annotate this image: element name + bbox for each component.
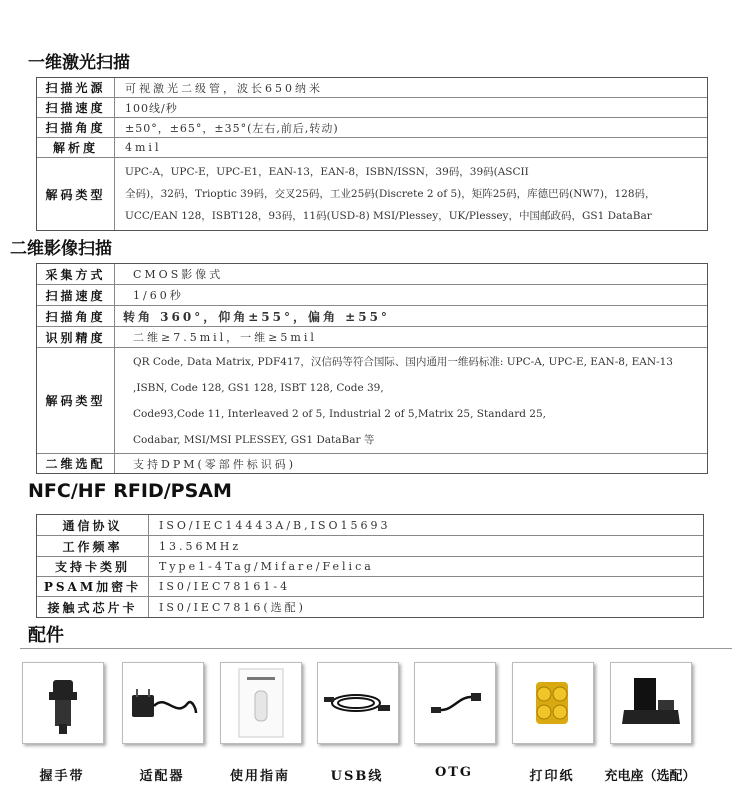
table-row <box>37 306 707 327</box>
row-label: 识别精度 <box>37 327 115 347</box>
table-row <box>37 158 707 230</box>
accessory-user-guide <box>220 662 302 744</box>
hand-strap-icon <box>33 668 93 738</box>
row-value: ±50°，±65°，±35°(左右,前后,转动) <box>125 121 339 135</box>
row-value: 4mil <box>125 141 162 154</box>
accessory-charging-dock <box>610 662 692 744</box>
table-row <box>37 118 707 138</box>
row-label: 二维选配 <box>37 454 115 473</box>
decode-line: Code93,Code 11, Interleaved 2 of 5, Industrial 2 of 5,Matrix 25, Standard 25, <box>133 407 546 420</box>
accessory-label: 适配器 <box>139 769 185 784</box>
row-label: PSAM加密卡 <box>37 577 149 596</box>
row-value: 转角 360°，仰角±55°，偏角 ±55° <box>123 309 390 324</box>
row-value: 13.56MHz <box>159 539 242 553</box>
table-row <box>37 454 707 473</box>
row-value: Type1-4Tag/Mifare/Felica <box>159 560 374 573</box>
nfc-spec-table <box>36 514 704 618</box>
row-label: 支持卡类别 <box>37 557 149 576</box>
accessory-otg <box>414 662 496 744</box>
decode-line: UPC-A，UPC-E，UPC-E1，EAN-13，EAN-8，ISBN/ISSN，39码，39码(ASCII <box>125 166 529 178</box>
accessory-label: 充电座（选配） <box>604 769 696 784</box>
section-title-accessories: 配件 <box>28 625 64 646</box>
decode-line: UCC/EAN 128，ISBT128，93码，11码(USD-8) MSI/Plessey，UK/Plessey，中国邮政码，GS1 DataBar <box>125 210 652 222</box>
table-row <box>37 285 707 306</box>
accessory-label: USB线 <box>330 769 384 784</box>
decode-line: ,ISBN, Code 128, GS1 128, ISBT 128, Code 39, <box>133 381 384 394</box>
laser-spec-table <box>36 77 708 231</box>
table-row <box>37 98 707 118</box>
row-label: 工作频率 <box>37 536 149 556</box>
decode-line: 全码)，32码，Trioptic 39码，交叉25码，工业25码(Discrete 2 of 5)，矩阵25码，库德巴码(NW7)，128码， <box>125 188 656 200</box>
table-row <box>37 348 707 454</box>
table-row <box>37 515 703 536</box>
row-value <box>115 158 656 230</box>
table-row <box>37 577 703 597</box>
charging-dock-icon <box>618 672 684 734</box>
accessory-label: OTG <box>434 765 474 780</box>
row-value: IS0/IEC78161-4 <box>159 580 291 593</box>
row-label: 解码类型 <box>37 158 115 230</box>
table-row <box>37 557 703 577</box>
accessory-label: 握手带 <box>39 769 85 784</box>
row-label: 扫描角度 <box>37 118 115 137</box>
table-row <box>37 264 707 285</box>
row-label: 扫描角度 <box>37 306 115 326</box>
section-title-imager: 二维影像扫描 <box>10 239 112 259</box>
row-value: CMOS影像式 <box>133 268 224 281</box>
row-value: ISO/IEC14443A/B,ISO15693 <box>159 518 391 532</box>
row-label: 通信协议 <box>37 515 149 535</box>
row-label: 扫描速度 <box>37 285 115 305</box>
divider <box>20 648 732 649</box>
imager-spec-table <box>36 263 708 474</box>
accessory-paper-roll <box>512 662 594 744</box>
accessory-label: 使用指南 <box>229 769 290 784</box>
decode-line: Codabar, MSI/MSI PLESSEY, GS1 DataBar 等 <box>133 433 375 446</box>
row-value: 支持DPM(零部件标识码) <box>133 457 297 471</box>
row-label: 解码类型 <box>37 348 115 453</box>
row-value: IS0/IEC7816(选配) <box>159 601 306 614</box>
paper-roll-icon <box>522 672 584 734</box>
accessory-hand-strap <box>22 662 104 744</box>
row-value: 100线/秒 <box>125 101 178 115</box>
row-value: 1/60秒 <box>133 289 184 302</box>
accessory-usb-cable <box>317 662 399 744</box>
table-row <box>37 138 707 158</box>
section-title-laser: 一维激光扫描 <box>28 53 130 73</box>
row-value: 二维≥7.5mil，一维≥5mil <box>133 331 317 344</box>
section-title-nfc: NFC/HF RFID/PSAM <box>28 480 232 502</box>
row-label: 采集方式 <box>37 264 115 284</box>
row-value: 可视激光二级管，波长650纳米 <box>125 81 323 95</box>
usb-cable-icon <box>322 683 394 723</box>
power-adapter-icon <box>126 673 200 733</box>
accessory-label: 打印纸 <box>529 769 575 784</box>
row-label: 扫描速度 <box>37 98 115 117</box>
row-value <box>115 348 673 453</box>
otg-cable-icon <box>425 683 485 723</box>
table-row <box>37 327 707 348</box>
decode-line: QR Code, Data Matrix, PDF417，汉信码等符合国际、国内通用一维码标准: UPC-A, UPC-E, EAN-8, EAN-13 <box>133 355 673 368</box>
accessory-adapter <box>122 662 204 744</box>
table-row <box>37 536 703 557</box>
user-guide-icon <box>233 667 289 739</box>
table-row <box>37 78 707 98</box>
table-row <box>37 597 703 617</box>
row-label: 接触式芯片卡 <box>37 597 149 617</box>
row-label: 扫描光源 <box>37 78 115 97</box>
row-label: 解析度 <box>37 138 115 157</box>
